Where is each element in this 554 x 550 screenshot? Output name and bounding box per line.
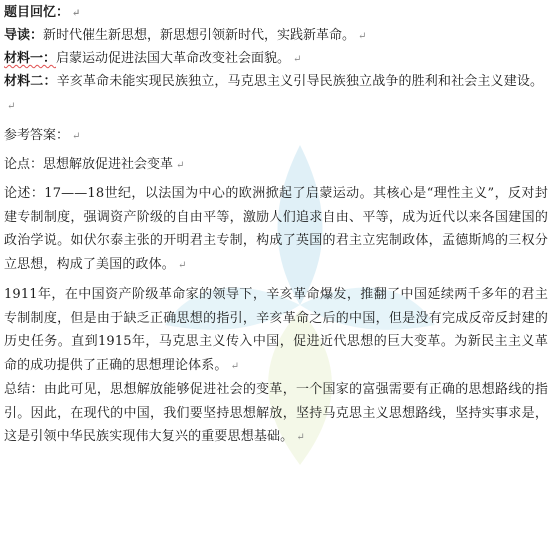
argument-paragraph [4,182,548,277]
paragraph-1911-text: 1911年，在中国资产阶级革命家的领导下，辛亥革命爆发，推翻了中国延续两千多年的君主专制制度，但是由于缺乏正确思想的指引，辛亥革命之后的中国，但是没有完成反帝反封建的历史任务。直到1915年，马克思主义传入中国，促进近代思想的巨大变革。为新民主主义革命的成功提供了正确的思想理论体系。 [4,287,548,373]
material2-text: 辛亥革命未能实现民族独立，马克思主义引导民族独立战争的胜利和社会主义建设。 [56,74,544,89]
thesis-text: 思想解放促进社会变革 [43,157,174,172]
paragraph-1911 [4,283,548,378]
argument-text: 17——18世纪，以法国为中心的欧洲掀起了启蒙运动。其核心是“理性主义”，反对封建专制制度，强调资产阶级的自由平等，激励人们追求自由、平等，成为近代以来各国建国的政治学说。如伏尔泰主张的开明君主专制，构成了英国的君主立宪制政体，孟德斯鸠的三权分立思想，构成了美国的政体。 [4,186,548,272]
intro-text: 新时代催生新思想，新思想引领新时代，实践新革命。 [43,28,356,43]
conclusion-label: 总结： [4,382,44,397]
material1-label: 材料一： [4,51,57,66]
answer-heading [4,124,548,147]
paragraph-mark: ↵ [7,100,16,112]
section-title-text: 题目回忆： [4,5,70,20]
paragraph-mark: ↵ [293,54,302,65]
material1-line [4,47,548,70]
material2-label: 材料二： [4,74,57,89]
paragraph-mark: ↵ [72,131,81,142]
paragraph-mark: ↵ [177,259,187,271]
paragraph-mark: ↵ [296,432,305,443]
paragraph-mark: ↵ [358,31,367,42]
conclusion-text: 由此可见，思想解放能够促进社会的变革，一个国家的富强需要有正确的思想路线的指引。因此，在现代的中国，我们要坚持思想解放，坚持马克思主义思想路线，坚持实事求是，这是引领中华民族实现伟大复兴的重要思想基础。 [4,382,549,444]
paragraph-mark: ↵ [176,160,185,171]
paragraph-mark: ↵ [230,360,240,372]
conclusion-paragraph [4,378,548,450]
thesis-label: 论点： [4,157,44,172]
intro-line [4,24,548,47]
material2-paragraph [4,70,548,118]
material1-text: 启蒙运动促进法国大革命改变社会面貌。 [56,51,291,66]
argument-label: 论述： [4,186,45,201]
section-title [4,1,548,24]
intro-label: 导读： [4,28,44,43]
answer-heading-text: 参考答案： [4,128,70,143]
thesis-line [4,153,548,176]
paragraph-mark: ↵ [72,8,81,19]
